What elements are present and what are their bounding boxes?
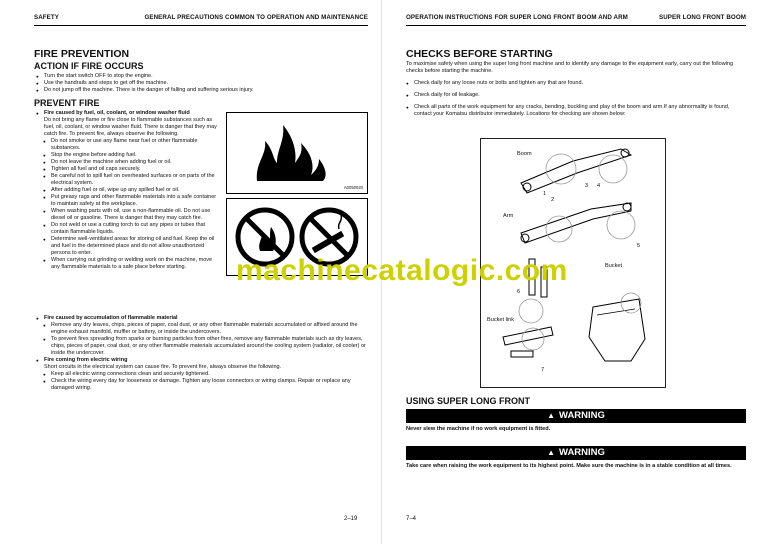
fluid-heading: ● Fire caused by fuel, oil, coolant, or window washer fluid — [36, 110, 220, 117]
diagram-number: 7 — [541, 367, 545, 373]
figure-caption: A0050020 — [343, 185, 363, 190]
warning-label: WARNING — [559, 447, 605, 458]
action-list — [36, 73, 366, 94]
diagram-label-bucket-link: Bucket link — [487, 317, 515, 323]
diagram-number: 1 — [543, 191, 547, 197]
warning-text: Never slew the machine if no work equipment is fitted. — [406, 426, 551, 432]
left-header-title: GENERAL PRECAUTIONS COMMON TO OPERATION AND MAINTENANCE — [144, 14, 368, 21]
list-item: ● Tighten all fuel and oil caps securely. — [36, 166, 220, 173]
diagram-number: 2 — [551, 197, 555, 203]
fluid-section — [36, 110, 220, 271]
accumulation-heading: ● Fire caused by accumulation of flammable material — [36, 315, 368, 322]
list-item: ● Keep all electric wiring connections clean and securely tightened. — [36, 371, 368, 378]
list-item: ● Check daily for oil leakage. — [406, 92, 746, 99]
left-header — [34, 14, 368, 26]
flame-icon — [227, 113, 367, 193]
list-item: ● Be careful not to spill fuel on overheated surfaces or on parts of the electrical system. — [36, 173, 220, 187]
list-item: ● Check daily for any loose nuts or bolts and tighten any that are found. — [406, 80, 746, 87]
accumulation-section — [36, 315, 368, 392]
warning-icon: ▲ — [547, 411, 555, 420]
list-item: ● Turn the start switch OFF to stop the engine. — [36, 73, 366, 80]
list-item: ● Check all parts of the work equipment for any cracks, bending, buckling and play of the boom and arm.If any abnormality is found, contact your Komatsu distributor immediately. Locations for checking are shown below: — [406, 104, 746, 118]
using-title: USING SUPER LONG FRONT — [406, 396, 531, 406]
fire-illustration — [226, 112, 368, 194]
diagram-label-bucket: Bucket — [605, 263, 623, 269]
warning-text: Take care when raising the work equipment to its highest point. Make sure the machine is in a stable condition at all times. — [406, 463, 732, 469]
fire-prevention-title: FIRE PREVENTION — [34, 48, 130, 60]
diagram-label-boom: Boom — [517, 151, 532, 157]
warning-icon: ▲ — [547, 448, 555, 457]
prevent-fire-title: PREVENT FIRE — [34, 98, 100, 108]
watermark: machinecatalogic.com — [236, 254, 568, 287]
list-item: ● Determine well-ventilated areas for storing oil and fuel. Keep the oil and fuel in the determined place and do not allow unauthorized persons to enter. — [36, 236, 220, 257]
wiring-heading: ● Fire coming from electric wiring — [36, 357, 368, 364]
list-item: ● Do not jump off the machine. There is the danger of falling and suffering serious injury. — [36, 87, 366, 94]
diagram-number: 6 — [517, 289, 521, 295]
list-item: ● When carrying out grinding or welding work on the machine, move any flammable materials to a safe place before starting. — [36, 257, 220, 271]
list-item: ● After adding fuel or oil, wipe up any spilled fuel or oil. — [36, 187, 220, 194]
diagram-number: 4 — [597, 183, 601, 189]
diagram-label-arm: Arm — [503, 213, 514, 219]
checks-title: CHECKS BEFORE STARTING — [406, 48, 553, 60]
checks-section — [406, 61, 746, 118]
fluid-intro: Do not bring any flame or fire close to flammable substances such as fuel, oil, coolant, or window washer fluid. There is danger that they may catch fire. To prevent fire, always observe the following. — [44, 117, 217, 137]
list-item: ● Do not weld or use a cutting torch to cut any pipes or tubes that contain flammable liquids. — [36, 222, 220, 236]
right-header-section: OPERATION INSTRUCTIONS FOR SUPER LONG FRONT BOOM AND ARM — [406, 14, 628, 21]
list-item: ● Put greasy rags and other flammable materials into a safe container to maintain safety at the workplace. — [36, 194, 220, 208]
warning-label: WARNING — [559, 410, 605, 421]
action-if-fire-title: ACTION IF FIRE OCCURS — [34, 61, 144, 71]
checks-intro: To maximise safety when using the super long front machine and to identify any damage to the equipment early, carry out the following checks before starting the machine. — [406, 61, 734, 74]
list-item: ● Do not smoke or use any flame near fuel or other flammable substances. — [36, 138, 220, 152]
warning-banner — [406, 446, 746, 460]
left-header-section: SAFETY — [34, 14, 60, 21]
right-header — [406, 14, 746, 26]
list-item: ● To prevent fires spreading from sparks or burning particles from other fires, remove any flammable materials such as dry leaves, chips, pieces of paper, coal dust, or any other flammable materials accumulated around the cooling system (radiator, oil cooler) or inside the undercover. — [36, 336, 368, 357]
diagram-number: 3 — [585, 183, 589, 189]
left-page-number: 2–19 — [344, 516, 358, 522]
list-item: ● Remove any dry leaves, chips, pieces of paper, coal dust, or any other flammable materials accumulated or affixed around the engine exhaust manifold, muffler or battery, or inside the undercovers. — [36, 322, 368, 336]
warning-banner — [406, 409, 746, 423]
wiring-intro: Short circuits in the electrical system can cause fire. To prevent fire, always observe the following. — [44, 364, 282, 370]
right-header-title: SUPER LONG FRONT BOOM — [658, 14, 746, 21]
right-page-number: 7–4 — [406, 516, 417, 522]
list-item: ● Do not leave the machine when adding fuel or oil. — [36, 159, 220, 166]
list-item: ● When washing parts with oil, use a non-flammable oil. Do not use diesel oil or gasoline. There is danger that they may catch fire. — [36, 208, 220, 222]
diagram-number: 5 — [637, 243, 641, 249]
list-item: ● Stop the engine before adding fuel. — [36, 152, 220, 159]
list-item: ● Use the handrails and steps to get off the machine. — [36, 80, 366, 87]
list-item: ● Check the wiring every day for looseness or damage. Tighten any loose connectors or wiring clamps. Repair or replace any damaged wiring. — [36, 378, 368, 392]
